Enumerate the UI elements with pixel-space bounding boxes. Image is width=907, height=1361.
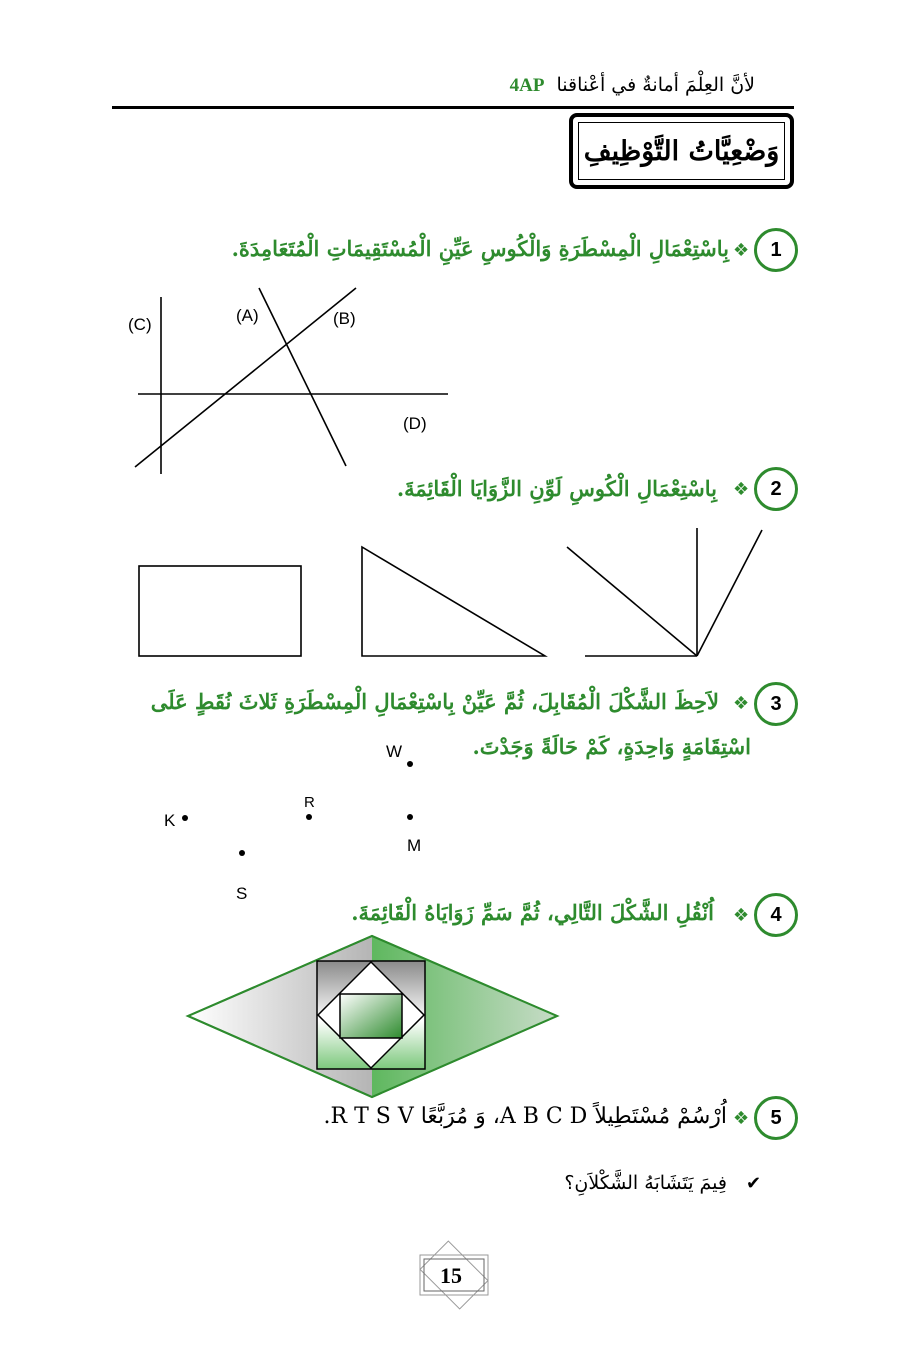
label-b: (B) bbox=[333, 309, 356, 328]
question-3-line-1: لاَحِظَ الشَّكْلَ الْمُقَابِلَ، ثُمَّ عَيِّنْ بِاسْتِعْمَالِ الْمِسْطَرَةِ ثَلاثَ نُقَطٍ عَلَى bbox=[150, 689, 719, 714]
question-5-sub: فِيمَ يَتَشَابَهُ الشَّكْلاَنِ؟ bbox=[564, 1172, 727, 1194]
question-number-2: 2 bbox=[754, 467, 798, 511]
point-w bbox=[407, 761, 413, 767]
diamond-bullet-icon: ❖ bbox=[733, 1108, 750, 1129]
page-number: 15 bbox=[440, 1263, 462, 1288]
diamond-bullet-icon: ❖ bbox=[733, 479, 750, 500]
check-icon: ✔ bbox=[746, 1173, 762, 1194]
header-badge: 4AP bbox=[509, 75, 545, 96]
label-c: (C) bbox=[128, 315, 152, 334]
label-d: (D) bbox=[403, 414, 427, 433]
point-m bbox=[407, 814, 413, 820]
rhombus-figure bbox=[188, 936, 557, 1097]
label-a: (A) bbox=[236, 306, 259, 325]
question-2-text: بِاسْتِعْمَالِ الْكُوسِ لَوِّنِ الزَّوَايَا الْقَائِمَةَ. bbox=[396, 476, 717, 501]
header-text: لأنَّ العِلْمَ أمانةٌ في أعْناقنا bbox=[556, 74, 755, 96]
point-r bbox=[306, 814, 312, 820]
question-number-5: 5 bbox=[754, 1096, 798, 1140]
question-number-1: 1 bbox=[754, 228, 798, 272]
angle-ray-1 bbox=[567, 547, 697, 656]
point-label-w: W bbox=[386, 742, 403, 761]
question-number-3: 3 bbox=[754, 682, 798, 726]
question-1-text: بِاسْتِعْمَالِ الْمِسْطَرَةِ وَالْكُوسِ عَيِّنِ الْمُسْتَقِيمَاتِ الْمُتَعَامِدَةَ. bbox=[231, 236, 729, 261]
question-number-4: 4 bbox=[754, 893, 798, 937]
point-s bbox=[239, 850, 245, 856]
point-label-s: S bbox=[236, 884, 248, 903]
diamond-bullet-icon: ❖ bbox=[733, 693, 750, 714]
point-label-m: M bbox=[407, 836, 422, 855]
point-label-k: K bbox=[164, 811, 176, 830]
question-3-line-2: اسْتِقَامَةٍ وَاحِدَةٍ، كَمْ حَالَةً وَجَدْتَ. bbox=[472, 734, 751, 759]
point-k bbox=[182, 815, 188, 821]
diamond-bullet-icon: ❖ bbox=[733, 240, 750, 261]
diamond-bullet-icon: ❖ bbox=[733, 905, 750, 926]
right-triangle-shape bbox=[362, 547, 545, 656]
question-5-text: اُرْسُمْ مُسْتَطِيلاً A B C D، وَ مُرَبَّعًا R T S V. bbox=[323, 1104, 727, 1129]
question-4-text: اُنْقُلِ الشَّكْلَ التَّالِي، ثُمَّ سَمِّ زَوَايَاهُ الْقَائِمَةَ. bbox=[351, 900, 714, 925]
point-label-r: R bbox=[304, 794, 315, 811]
page-title: وَضْعِيَّاتُ التَّوْظِيفِ bbox=[578, 122, 785, 180]
angle-ray-3 bbox=[697, 530, 762, 656]
rectangle-shape bbox=[139, 566, 301, 656]
